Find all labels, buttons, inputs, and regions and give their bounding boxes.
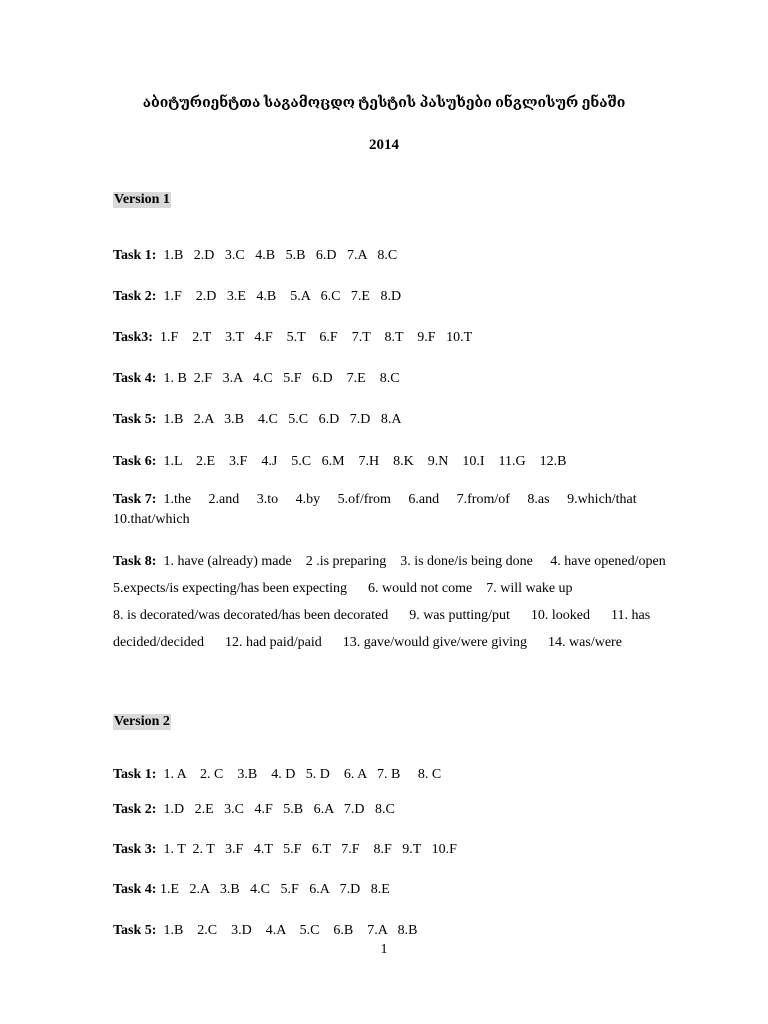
task-answers: 1.B 2.D 3.C 4.B 5.B 6.D 7.A 8.C bbox=[156, 248, 398, 263]
task-answers: 1. B 2.F 3.A 4.C 5.F 6.D 7.E 8.C bbox=[156, 371, 400, 386]
task-label: Task 2: bbox=[113, 802, 157, 817]
task-label: Task 4: bbox=[113, 371, 157, 386]
task-label: Task 8: bbox=[113, 554, 157, 569]
task-answers: 1.E 2.A 3.B 4.C 5.F 6.A 7.D 8.E bbox=[156, 882, 390, 897]
task-label: Task 5: bbox=[113, 923, 157, 938]
task-label: Task 1: bbox=[113, 248, 157, 263]
task-answers: 1. A 2. C 3.B 4. D 5. D 6. A 7. B 8. C bbox=[156, 767, 442, 782]
v1-task-2 bbox=[113, 289, 401, 305]
task-label: Task 1: bbox=[113, 767, 157, 782]
task-answers: 1.B 2.C 3.D 4.A 5.C 6.B 7.A 8.B bbox=[156, 923, 418, 938]
version-2-heading: Version 2 bbox=[114, 714, 170, 729]
v2-task-5 bbox=[113, 923, 417, 939]
page-number: 1 bbox=[380, 942, 388, 957]
task-label: Task 4: bbox=[113, 882, 157, 897]
task-label: Task 5: bbox=[113, 412, 157, 427]
task-label: Task 2: bbox=[113, 289, 157, 304]
v1-task-5 bbox=[113, 412, 401, 428]
task-answers: 1.F 2.D 3.E 4.B 5.A 6.C 7.E 8.D bbox=[156, 289, 402, 304]
v1-task-3 bbox=[113, 330, 472, 346]
task-answers: 1.D 2.E 3.C 4.F 5.B 6.A 7.D 8.C bbox=[156, 802, 395, 817]
v1-task-8 bbox=[113, 548, 673, 656]
task-label: Task 3: bbox=[113, 842, 157, 857]
task-answers: 1.the 2.and 3.to 4.by 5.of/from 6.and 7.from/of 8.as 9.which/that 10.that/which bbox=[113, 492, 637, 527]
v1-task-1 bbox=[113, 248, 397, 264]
v1-task-6 bbox=[113, 454, 566, 470]
task-answers: 1.F 2.T 3.T 4.F 5.T 6.F 7.T 8.T 9.F 10.T bbox=[152, 330, 473, 345]
v2-task-3 bbox=[113, 842, 457, 858]
document-year: 2014 bbox=[369, 137, 399, 153]
task-label: Task 7: bbox=[113, 492, 157, 507]
task-answers: 1. have (already) made 2 .is preparing 3. is done/is being done 4. have opened/open 5.expects/is expecting/has been expecting 6. would not come 7. will wake up 8. is decorated/was decorated/has been decorated 9. was putting/put 10. looked 11. has decided/decided 12. had paid/paid 13. gave/would give/were giving 14. was/were bbox=[113, 554, 666, 650]
task-answers: 1.B 2.A 3.B 4.C 5.C 6.D 7.D 8.A bbox=[156, 412, 402, 427]
v2-task-1 bbox=[113, 767, 441, 783]
task-answers: 1. T 2. T 3.F 4.T 5.F 6.T 7.F 8.F 9.T 10.F bbox=[156, 842, 457, 857]
task-label: Task 6: bbox=[113, 454, 157, 469]
document-title: აბიტურიენტთა საგამოცდო ტესტის პასუხები ინგლისურ ენაში bbox=[142, 96, 626, 111]
v2-task-4 bbox=[113, 882, 390, 898]
version-1-heading: Version 1 bbox=[114, 192, 170, 207]
task-answers: 1.L 2.E 3.F 4.J 5.C 6.M 7.H 8.K 9.N 10.I 11.G 12.B bbox=[156, 454, 567, 469]
v2-task-2 bbox=[113, 802, 395, 818]
v1-task-7 bbox=[113, 490, 673, 530]
v1-task-4 bbox=[113, 371, 400, 387]
task-label: Task3: bbox=[113, 330, 153, 345]
